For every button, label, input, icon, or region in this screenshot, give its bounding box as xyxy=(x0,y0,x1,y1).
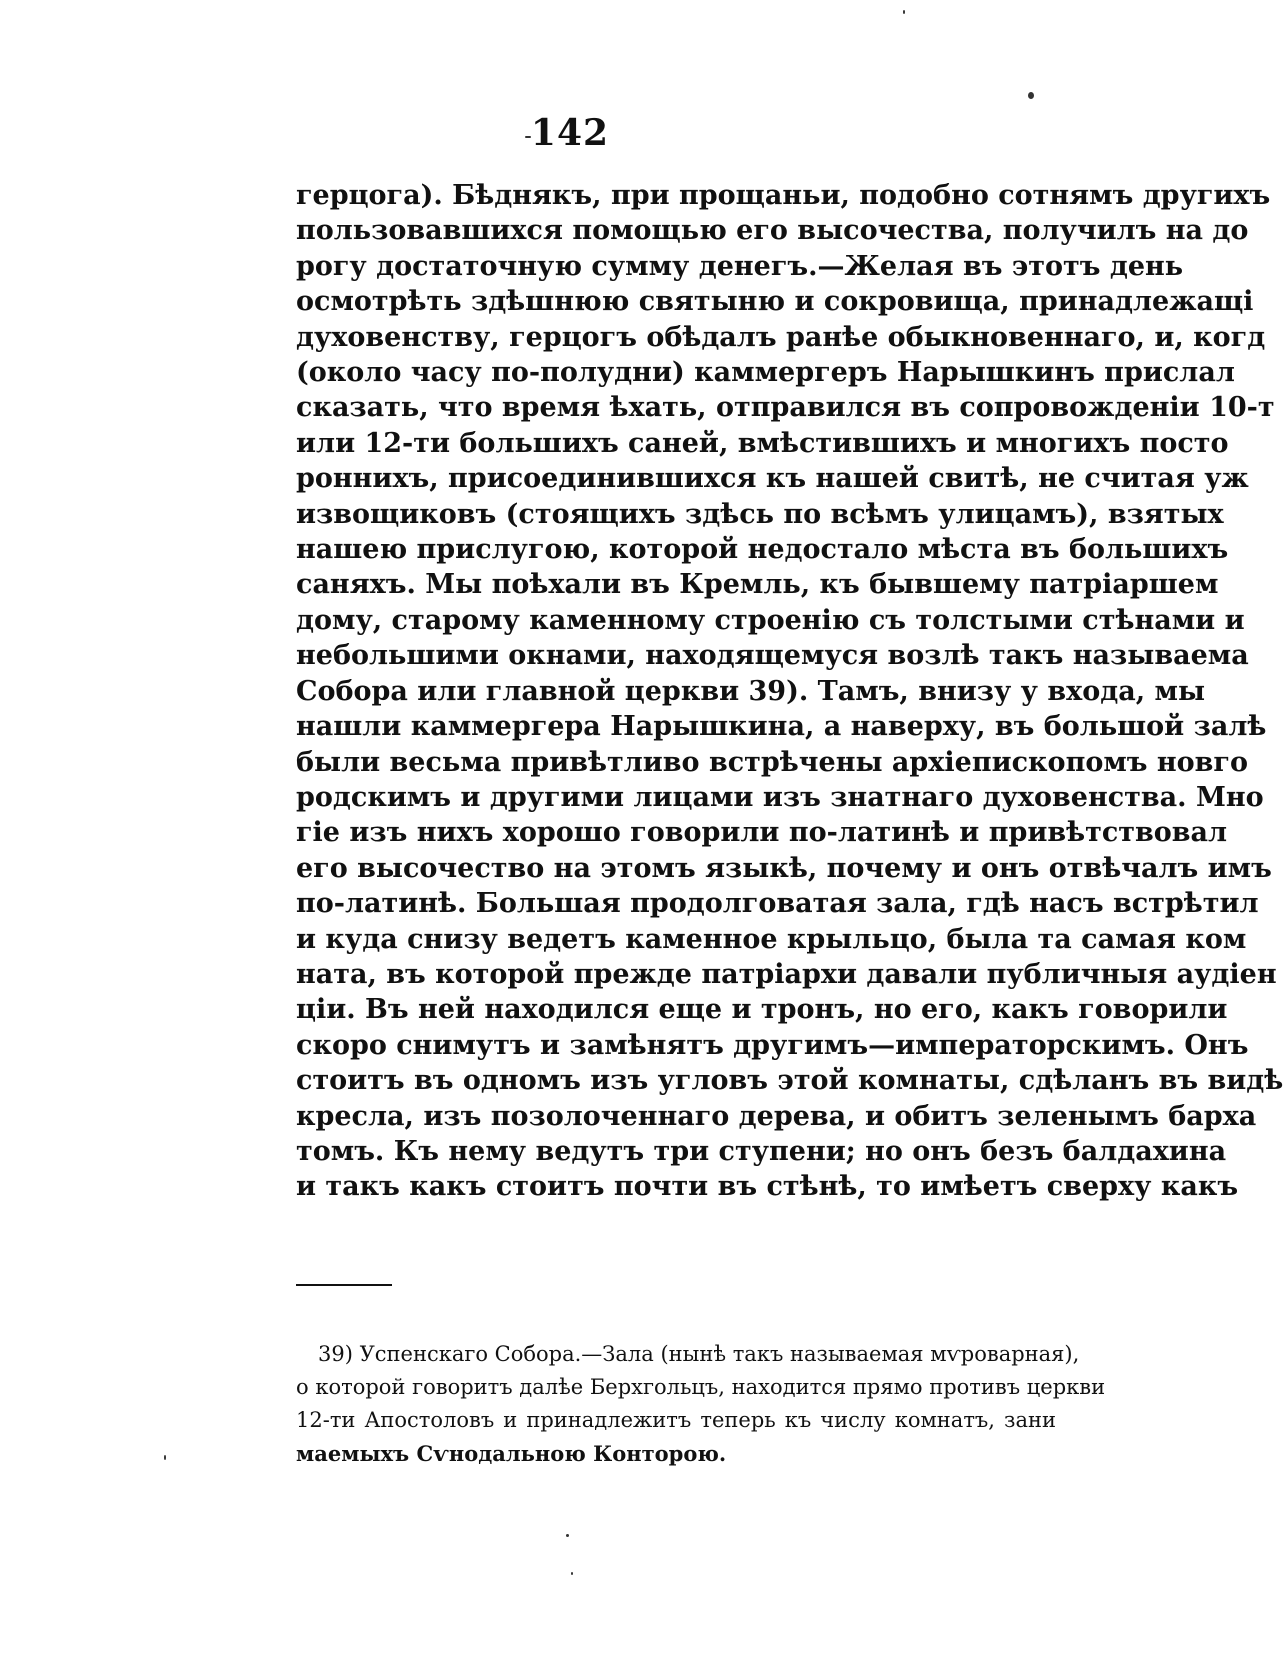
body-line: рогу достаточную сумму денегъ.—Желая въ этотъ день xyxy=(296,250,1184,282)
print-speck xyxy=(525,136,531,138)
body-line: скоро снимутъ и замѣнятъ другимъ—императорскимъ. Онъ xyxy=(296,1029,1249,1061)
print-speck xyxy=(903,10,905,14)
body-line: нашею прислугою, которой недостало мѣста въ большихъ xyxy=(296,534,1229,566)
footnote-line: маемыхъ Сѵнодальною Конторою. xyxy=(296,1441,727,1466)
body-line: Собора или главной церкви 39). Тамъ, внизу у входа, мы xyxy=(296,675,1206,707)
print-speck xyxy=(164,1455,166,1460)
body-line: гіе изъ нихъ хорошо говорили по-латинѣ и привѣтствовал xyxy=(296,817,1228,849)
print-speck xyxy=(566,1534,569,1537)
print-speck xyxy=(571,1572,573,1575)
body-line: дому, старому каменному строенію съ толстыми стѣнами и xyxy=(296,604,1245,636)
body-line: и такъ какъ стоитъ почти въ стѣнѣ, то имѣетъ сверху какъ xyxy=(296,1171,1239,1203)
body-line: осмотрѣть здѣшнюю святыню и сокровища, принадлежащі xyxy=(296,286,1254,318)
footnote-line: о которой говоритъ далѣе Берхгольцъ, находится прямо противъ церкви xyxy=(296,1375,1106,1399)
body-line: его высочество на этомъ языкѣ, почему и онъ отвѣчалъ имъ xyxy=(296,852,1272,884)
body-line: по-латинѣ. Большая продолговатая зала, гдѣ насъ встрѣтил xyxy=(296,888,1259,920)
body-line: сказать, что время ѣхать, отправился въ сопровожденіи 10-т xyxy=(296,392,1275,424)
body-line: роннихъ, присоединившихся къ нашей свитѣ, не считая уж xyxy=(296,463,1249,495)
body-line: были весьма привѣтливо встрѣчены архіепископомъ новго xyxy=(296,746,1248,778)
page-number: 142 xyxy=(530,112,610,154)
body-line: и куда снизу ведетъ каменное крыльцо, была та самая ком xyxy=(296,923,1247,955)
footnote-divider xyxy=(296,1284,392,1286)
body-line: пользовавшихся помощью его высочества, получилъ на до xyxy=(296,215,1249,247)
body-text xyxy=(296,178,1283,1205)
body-line: саняхъ. Мы поѣхали въ Кремль, къ бывшему патріаршем xyxy=(296,569,1219,601)
footnote-line: 39) Успенскаго Собора.—Зала (нынѣ такъ называемая мѵроварная), xyxy=(318,1342,1080,1366)
body-line: или 12-ти большихъ саней, вмѣстившихъ и многихъ посто xyxy=(296,427,1229,459)
body-line: извощиковъ (стоящихъ здѣсь по всѣмъ улицамъ), взятых xyxy=(296,498,1224,530)
body-line: герцога). Бѣднякъ, при прощаньи, подобно сотнямъ другихъ xyxy=(296,180,1271,211)
footnote-line: 12-ти Апостоловъ и принадлежитъ теперь къ числу комнатъ, зани xyxy=(296,1408,1056,1432)
body-line: стоитъ въ одномъ изъ угловъ этой комнаты, сдѣланъ въ видѣ xyxy=(296,1065,1283,1097)
body-line: кресла, изъ позолоченнаго дерева, и обитъ зеленымъ барха xyxy=(296,1100,1257,1132)
body-line: ната, въ которой прежде патріархи давали публичныя аудіен xyxy=(296,958,1277,990)
body-line: нашли каммергера Нарышкина, а наверху, въ большой залѣ xyxy=(296,711,1267,743)
body-line: (около часу по-полудни) каммергеръ Нарышкинъ прислал xyxy=(296,357,1235,389)
body-line: томъ. Къ нему ведутъ три ступени; но онъ безъ балдахина xyxy=(296,1135,1227,1167)
body-line: ціи. Въ ней находился еще и тронъ, но его, какъ говорили xyxy=(296,994,1228,1026)
print-speck xyxy=(1028,92,1034,99)
body-line: духовенству, герцогъ обѣдалъ ранѣе обыкновеннаго, и, когд xyxy=(296,321,1266,353)
footnote xyxy=(296,1338,1106,1470)
body-line: родскимъ и другими лицами изъ знатнаго духовенства. Мно xyxy=(296,781,1264,813)
body-line: небольшими окнами, находящемуся возлѣ такъ называема xyxy=(296,640,1249,672)
